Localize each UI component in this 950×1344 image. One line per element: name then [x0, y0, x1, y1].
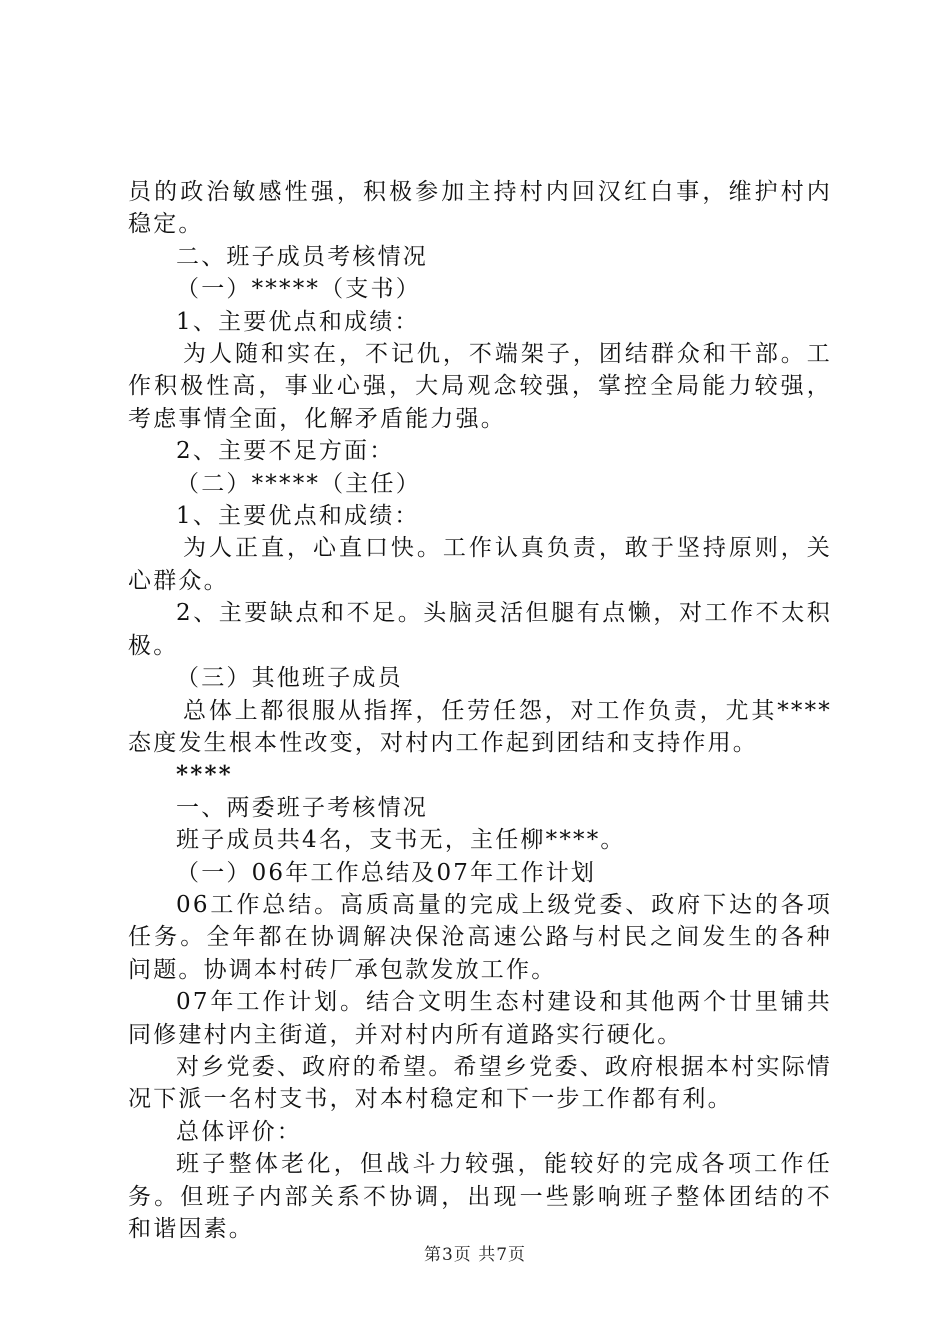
paragraph: 1、主要优点和成绩： [176, 503, 420, 530]
paragraph: （二）*****（主任） [176, 470, 421, 497]
paragraph: 07年工作计划。结合文明生态村建设和其他两个廿里铺共同修建村内主街道，并对村内所有道路实行硬化。 [128, 989, 832, 1048]
paragraph: 班子整体老化，但战斗力较强，能较好的完成各项工作任务。但班子内部关系不协调，出现一些影响班子整体团结的不和谐因素。 [128, 1151, 832, 1242]
paragraph: 为人随和实在，不记仇，不端架子，团结群众和干部。工作积极性高，事业心强，大局观念较强，掌控全局能力较强，考虑事情全面，化解矛盾能力强。 [128, 341, 832, 432]
paragraph: 班子成员共4名，支书无，主任柳****。 [176, 827, 626, 854]
paragraph: 一、两委班子考核情况 [176, 794, 428, 821]
paragraph: （一）06年工作总结及07年工作计划 [176, 859, 597, 886]
paragraph: （三）其他班子成员 [176, 665, 403, 692]
paragraph: 员的政治敏感性强，积极参加主持村内回汉红白事，维护村内稳定。 [128, 179, 832, 238]
paragraph: 1、主要优点和成绩： [176, 308, 420, 335]
paragraph: （一）*****（支书） [176, 276, 421, 303]
paragraph: 2、主要缺点和不足。头脑灵活但腿有点懒，对工作不太积极。 [128, 600, 832, 659]
paragraph: 总体评价： [176, 1118, 302, 1145]
paragraph: 2、主要不足方面： [176, 438, 395, 465]
paragraph: 06工作总结。高质高量的完成上级党委、政府下达的各项任务。全年都在协调解决保沧高速公路与村民之间发生的各种问题。协调本村砖厂承包款发放工作。 [128, 891, 832, 983]
paragraph: 二、班子成员考核情况 [176, 243, 428, 270]
paragraph: 对乡党委、政府的希望。希望乡党委、政府根据本村实际情况下派一名村支书，对本村稳定和下一步工作都有利。 [128, 1053, 832, 1113]
paragraph: 为人正直，心直口快。工作认真负责，敢于坚持原则，关心群众。 [128, 535, 832, 594]
paragraph: **** [176, 761, 233, 789]
page-footer: 第3页 共7页 [423, 1245, 527, 1265]
document-body [128, 176, 832, 1245]
paragraph: 总体上都很服从指挥，任劳任怨，对工作负责，尤其****态度发生根本性改变，对村内工作起到团结和支持作用。 [128, 697, 832, 756]
